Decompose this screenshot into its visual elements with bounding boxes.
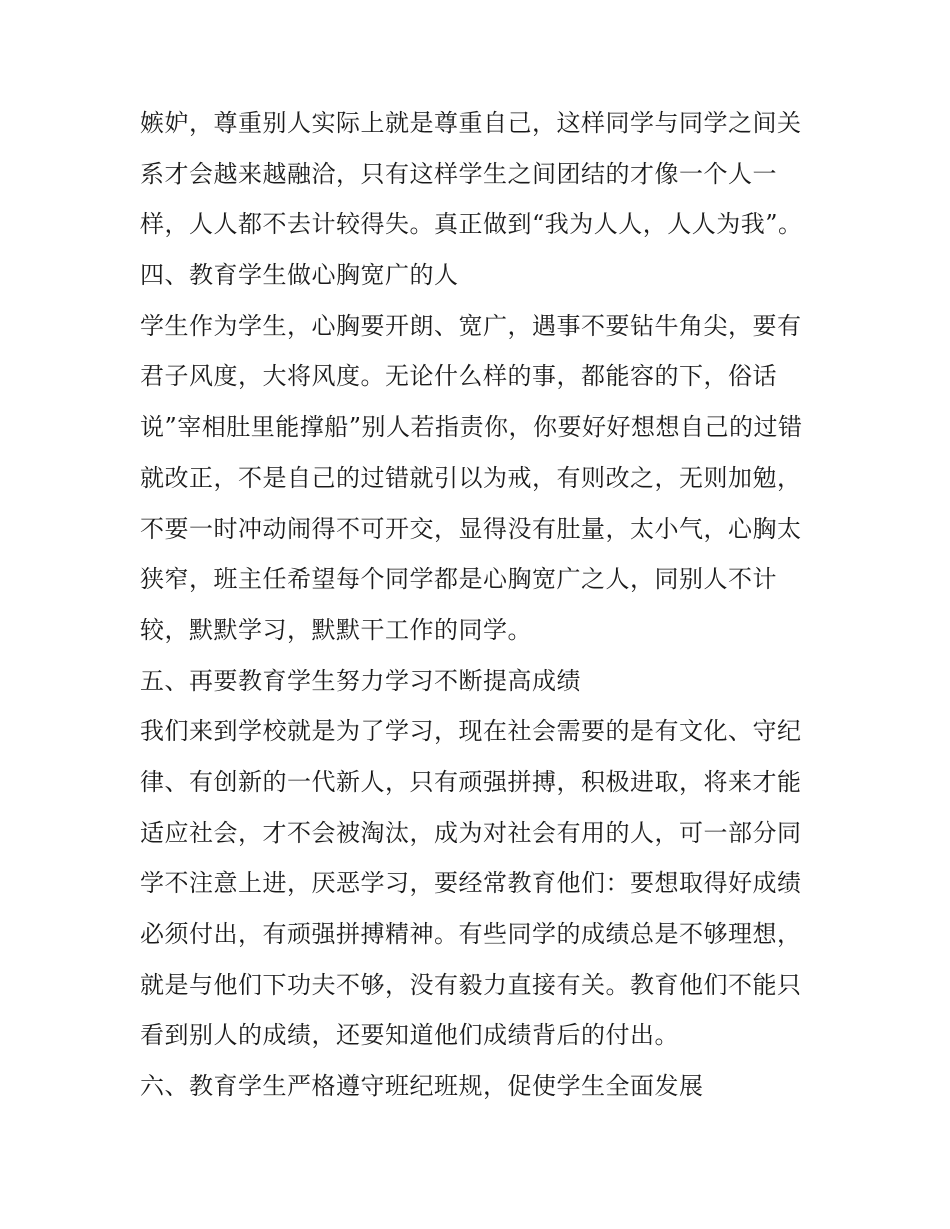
text-line: 看到别人的成绩，还要知道他们成绩背后的付出。 — [140, 1021, 679, 1050]
text-line: 适应社会，才不会被淘汰，成为对社会有用的人，可一部分同 — [140, 818, 802, 847]
section-heading: 六、教育学生严格遵守班纪班规，促使学生全面发展 — [140, 1072, 704, 1101]
text-line: 不要一时冲动闹得不可开交，显得没有肚量，太小气，心胸太 — [140, 514, 802, 543]
text-line: 较，默默学习，默默干工作的同学。 — [140, 615, 532, 644]
text-line: 我们来到学校就是为了学习，现在社会需要的是有文化、守纪 — [140, 717, 802, 746]
section-heading: 五、再要教育学生努力学习不断提高成绩 — [140, 666, 581, 695]
text-line: 就改正，不是自己的过错就引以为戒，有则改之，无则加勉， — [140, 463, 802, 492]
text-line: 律、有创新的一代新人，只有顽强拼搏，积极进取，将来才能 — [140, 767, 802, 796]
document-body — [140, 98, 830, 1112]
text-line: 必须付出，有顽强拼搏精神。有些同学的成绩总是不够理想， — [140, 920, 802, 948]
text-line: 君子风度，大将风度。无论什么样的事，都能容的下，俗话 — [140, 362, 777, 391]
text-line: 狭窄，班主任希望每个同学都是心胸宽广之人，同别人不计 — [140, 565, 777, 594]
text-line: 学不注意上进，厌恶学习，要经常教育他们：要想取得好成绩 — [140, 869, 802, 898]
text-line: 说”宰相肚里能撑船”别人若指责你，你要好好想想自己的过错 — [140, 413, 803, 442]
text-line: 嫉妒，尊重别人实际上就是尊重自己，这样同学与同学之间关 — [140, 109, 802, 137]
text-line: 学生作为学生，心胸要开朗、宽广，遇事不要钻牛角尖，要有 — [140, 311, 802, 340]
text-line: 系才会越来越融洽，只有这样学生之间团结的才像一个人一 — [140, 159, 777, 188]
text-line: 样，人人都不去计较得失。真正做到“我为人人，人人为我”。 — [140, 210, 803, 239]
section-heading: 四、教育学生做心胸宽广的人 — [140, 261, 459, 290]
text-line: 就是与他们下功夫不够，没有毅力直接有关。教育他们不能只 — [140, 970, 802, 999]
